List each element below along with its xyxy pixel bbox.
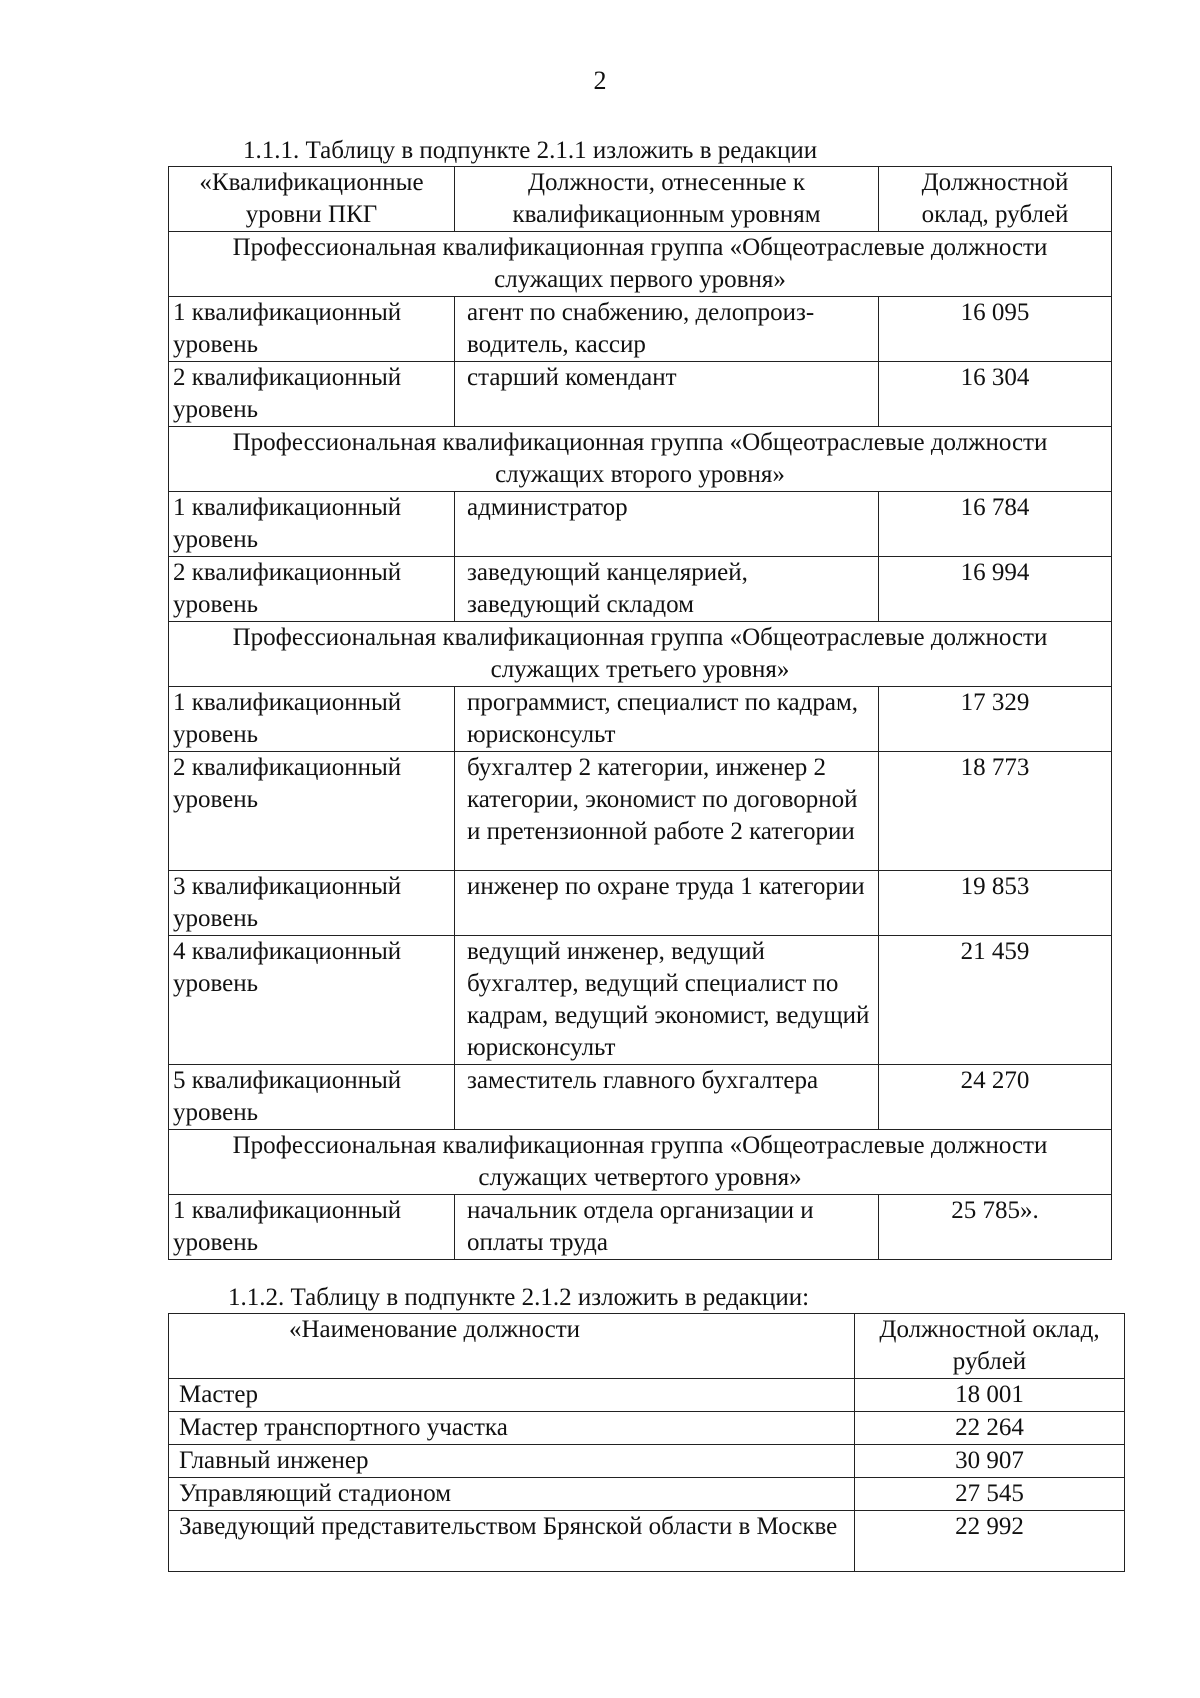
- table-row: [169, 871, 1112, 936]
- table-row: [169, 492, 1112, 557]
- salary-cell: 27 545: [855, 1478, 1125, 1511]
- page-number: 2: [593, 66, 607, 95]
- table-row: [169, 1511, 1125, 1572]
- table-row: [169, 687, 1112, 752]
- salary-cell: 25 785».: [879, 1195, 1112, 1260]
- level-cell: 4 квалификационный уровень: [169, 936, 455, 1065]
- table-header-row: [169, 1314, 1125, 1379]
- salary-cell: 22 264: [855, 1412, 1125, 1445]
- header-positions: Должности, отнесенные к квалификационным уровням: [455, 167, 879, 232]
- salary-cell: 22 992: [855, 1511, 1125, 1572]
- level-cell: 2 квалификационный уровень: [169, 752, 455, 871]
- positions-cell: заведующий канцелярией, заведующий складом: [455, 557, 879, 622]
- table-row: [169, 1195, 1112, 1260]
- salary-cell: 16 784: [879, 492, 1112, 557]
- level-cell: 2 квалификационный уровень: [169, 362, 455, 427]
- position-name-cell: Заведующий представительством Брянской области в Москве: [169, 1511, 855, 1572]
- table-row: [169, 297, 1112, 362]
- group-row: [169, 427, 1112, 492]
- positions-cell: старший комендант: [455, 362, 879, 427]
- salary-cell: 21 459: [879, 936, 1112, 1065]
- salary-cell: 16 304: [879, 362, 1112, 427]
- table-row: [169, 1478, 1125, 1511]
- group-title: Профессиональная квалификационная группа «Общеотраслевые должности служащих первого уровня»: [169, 232, 1112, 297]
- position-name-cell: Мастер транспортного участка: [169, 1412, 855, 1445]
- salary-cell: 19 853: [879, 871, 1112, 936]
- positions-cell: бухгалтер 2 категории, инженер 2 категории, экономист по договорной и претензионной работе 2 категории: [455, 752, 879, 871]
- level-cell: 1 квалификационный уровень: [169, 1195, 455, 1260]
- positions-cell: ведущий инженер, ведущий бухгалтер, ведущий специалист по кадрам, ведущий экономист, ведущий юрисконсульт: [455, 936, 879, 1065]
- positions-cell: агент по снабжению, делопроиз-водитель, кассир: [455, 297, 879, 362]
- table-row: [169, 1065, 1112, 1130]
- salary-cell: 24 270: [879, 1065, 1112, 1130]
- table-row: [169, 1445, 1125, 1478]
- positions-cell: программист, специалист по кадрам, юрисконсульт: [455, 687, 879, 752]
- group-title: Профессиональная квалификационная группа «Общеотраслевые должности служащих четвертого уровня»: [169, 1130, 1112, 1195]
- table-header-row: [169, 167, 1112, 232]
- table-row: [169, 557, 1112, 622]
- table-row: [169, 1412, 1125, 1445]
- salary-cell: 30 907: [855, 1445, 1125, 1478]
- salary-cell: 18 773: [879, 752, 1112, 871]
- position-name-cell: Главный инженер: [169, 1445, 855, 1478]
- group-title: Профессиональная квалификационная группа «Общеотраслевые должности служащих второго уровня»: [169, 427, 1112, 492]
- level-cell: 1 квалификационный уровень: [169, 687, 455, 752]
- positions-cell: инженер по охране труда 1 категории: [455, 871, 879, 936]
- salary-cell: 18 001: [855, 1379, 1125, 1412]
- clause-1-1-2: 1.1.2. Таблицу в подпункте 2.1.2 изложить в редакции:: [228, 1284, 810, 1311]
- salary-cell: 16 994: [879, 557, 1112, 622]
- position-name-cell: Мастер: [169, 1379, 855, 1412]
- salary-cell: 16 095: [879, 297, 1112, 362]
- salary-cell: 17 329: [879, 687, 1112, 752]
- positions-cell: начальник отдела организации и оплаты труда: [455, 1195, 879, 1260]
- position-name-cell: Управляющий стадионом: [169, 1478, 855, 1511]
- table-row: [169, 752, 1112, 871]
- level-cell: 5 квалификационный уровень: [169, 1065, 455, 1130]
- positions-salary-table: [168, 1313, 1125, 1572]
- clause-1-1-1: 1.1.1. Таблицу в подпункте 2.1.1 изложить в редакции: [243, 137, 818, 164]
- table-row: [169, 362, 1112, 427]
- level-cell: 1 квалификационный уровень: [169, 297, 455, 362]
- level-cell: 2 квалификационный уровень: [169, 557, 455, 622]
- header-salary: Должностной оклад, рублей: [855, 1314, 1125, 1379]
- header-salary: Должностной оклад, рублей: [879, 167, 1112, 232]
- qualification-levels-table: [168, 166, 1112, 1260]
- positions-cell: администратор: [455, 492, 879, 557]
- header-position-name: «Наименование должности: [169, 1314, 855, 1379]
- level-cell: 3 квалификационный уровень: [169, 871, 455, 936]
- group-row: [169, 1130, 1112, 1195]
- level-cell: 1 квалификационный уровень: [169, 492, 455, 557]
- group-row: [169, 232, 1112, 297]
- table-row: [169, 936, 1112, 1065]
- group-title: Профессиональная квалификационная группа «Общеотраслевые должности служащих третьего уровня»: [169, 622, 1112, 687]
- header-level: «Квалификационные уровни ПКГ: [169, 167, 455, 232]
- group-row: [169, 622, 1112, 687]
- table-row: [169, 1379, 1125, 1412]
- positions-cell: заместитель главного бухгалтера: [455, 1065, 879, 1130]
